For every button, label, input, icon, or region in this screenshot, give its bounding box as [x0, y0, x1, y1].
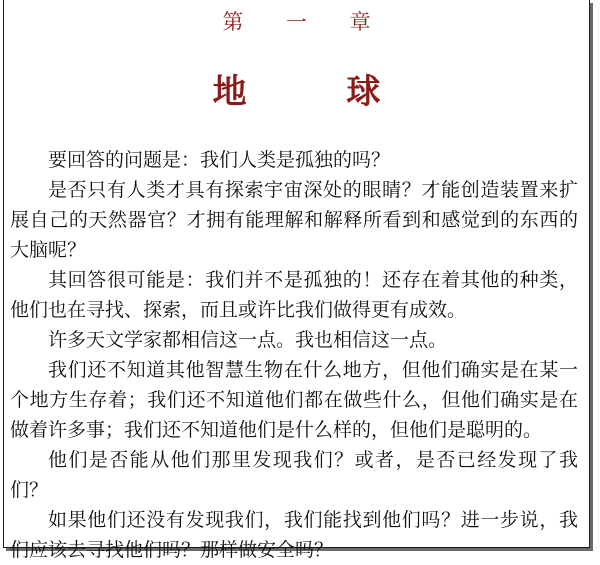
chapter-title: 地 球	[212, 72, 425, 112]
book-page	[3, 0, 590, 561]
chapter-heading: 第 一 章	[222, 10, 389, 34]
body-text	[10, 145, 578, 565]
paragraph: 要回答的问题是：我们人类是孤独的吗？	[48, 149, 391, 171]
paragraph: 是否只有人类才具有探索宇宙深处的眼睛？才能创造装置来扩展自己的天然器官？才拥有能理解和解释所看到和感觉到的东西的大脑呢？	[10, 179, 578, 261]
paragraph: 其回答很可能是：我们并不是孤独的！还存在着其他的种类，他们也在寻找、探索，而且或许比我们做得更有成效。	[10, 269, 578, 321]
paragraph: 他们是否能从他们那里发现我们？或者，是否已经发现了我们？	[10, 449, 578, 501]
paragraph: 许多天文学家都相信这一点。我也相信这一点。	[48, 329, 448, 351]
paragraph: 如果他们还没有发现我们，我们能找到他们吗？进一步说，我们应该去寻找他们吗？那样做安全吗？	[10, 509, 578, 561]
paragraph: 我们还不知道其他智慧生物在什么地方，但他们确实是在某一个地方生存着；我们还不知道他们都在做些什么，但他们确实是在做着许多事；我们还不知道他们是什么样的，但他们是聪明的。	[10, 359, 578, 441]
